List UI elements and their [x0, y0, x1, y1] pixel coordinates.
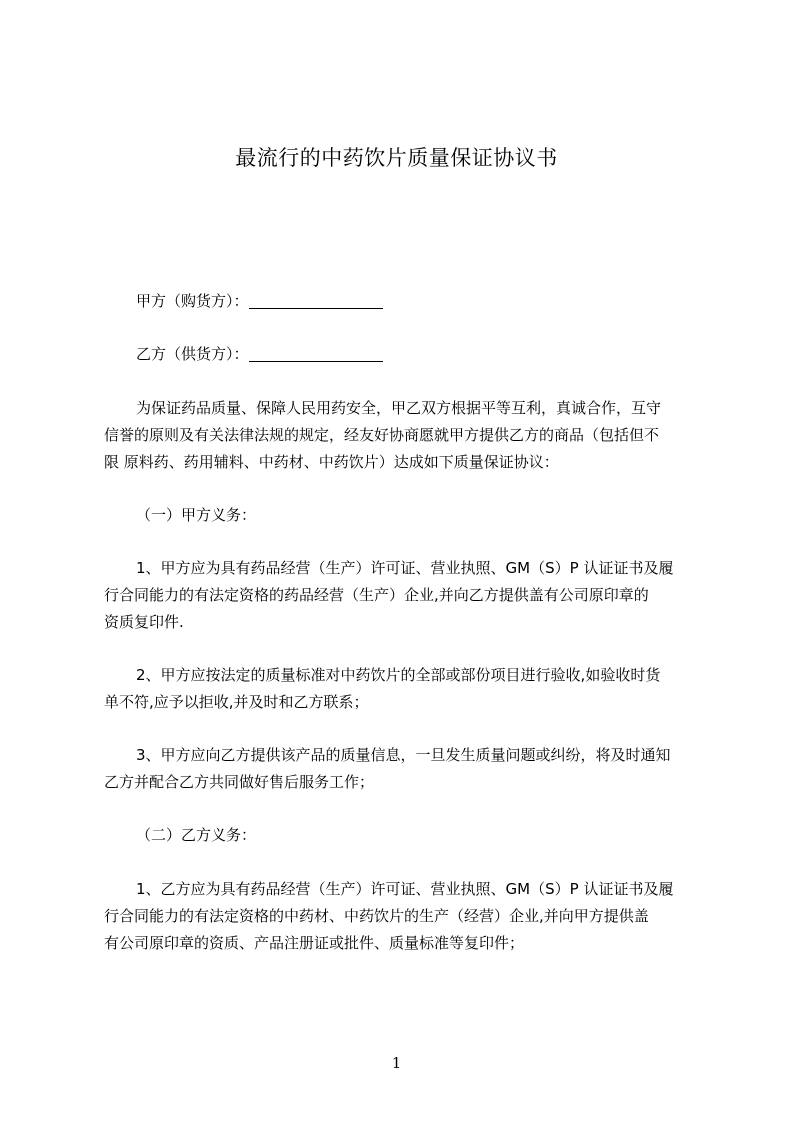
- section1-item1-line: 行合同能力的有法定资格的药品经营（生产）企业,并向乙方提供盖有公司原印章的: [104, 586, 649, 604]
- page-number: 1: [391, 1054, 402, 1072]
- intro-line: 限 原料药、药用辅料、中药材、中药饮片）达成如下质量保证协议：: [104, 453, 559, 471]
- section1-item3-line: 乙方并配合乙方共同做好售后服务工作；: [104, 773, 375, 791]
- party-a-line: [136, 291, 756, 311]
- section2-heading: （二）乙方义务：: [136, 826, 257, 844]
- party-b-blank[interactable]: [249, 347, 383, 362]
- section1-heading: （一）甲方义务：: [136, 506, 257, 524]
- intro-line: 为保证药品质量、保障人民用药安全，甲乙双方根据平等互利，真诚合作，互守: [136, 399, 662, 417]
- section1-item2-line: 2、甲方应按法定的质量标准对中药饮片的全部或部份项目进行验收,如验收时货: [136, 666, 661, 684]
- section1-item1-line: 资质复印件.: [104, 613, 184, 631]
- document-title: 最流行的中药饮片质量保证协议书: [235, 146, 558, 170]
- intro-line: 信誉的原则及有关法律法规的规定，经友好协商愿就甲方提供乙方的商品（包括但不: [104, 426, 660, 444]
- party-b-label: 乙方（供货方）：: [136, 345, 249, 363]
- section1-item1-line: 1、甲方应为具有药品经营（生产）许可证、营业执照、GM（S）P 认证证书及履: [136, 559, 674, 577]
- section1-item2-line: 单不符,应予以拒收,并及时和乙方联系；: [104, 693, 369, 711]
- section2-item1-line: 1、乙方应为具有药品经营（生产）许可证、营业执照、GM（S）P 认证证书及履: [136, 880, 674, 898]
- section2-item1-line: 有公司原印章的资质、产品注册证或批件、质量标准等复印件；: [104, 934, 525, 952]
- party-a-blank[interactable]: [249, 294, 383, 309]
- section1-item3-line: 3、甲方应向乙方提供该产品的质量信息，一旦发生质量问题或纠纷，将及时通知: [136, 746, 671, 764]
- party-a-label: 甲方（购货方）：: [136, 292, 249, 310]
- party-b-line: [136, 344, 756, 364]
- section2-item1-line: 行合同能力的有法定资格的中药材、中药饮片的生产（经营）企业,并向甲方提供盖: [104, 907, 649, 925]
